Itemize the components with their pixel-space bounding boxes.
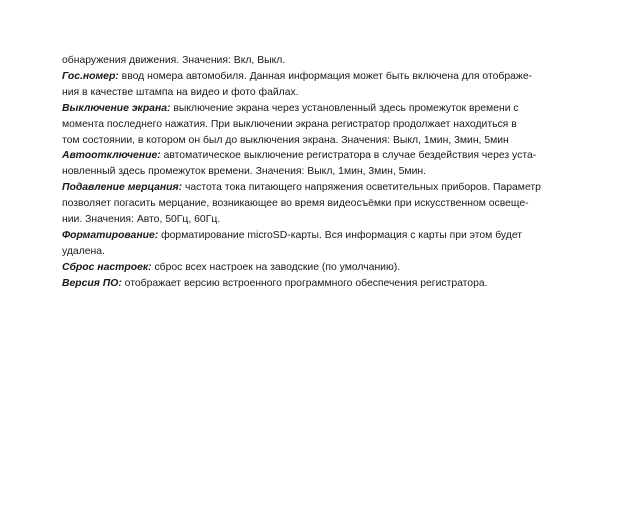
paragraph-line: автоматическое выключение регистратора в случае бездействия через уста- (160, 150, 537, 162)
paragraph-reset-settings (62, 260, 567, 276)
document-page (62, 53, 567, 292)
paragraph-line: сброс всех настроек на заводские (по умолчанию). (151, 261, 401, 273)
paragraph-screen-off (62, 101, 567, 149)
paragraph-line: момента последнего нажатия. При выключении экрана регистратор продолжает находиться в (62, 118, 517, 130)
paragraph-line: новленный здесь промежуток времени. Значения: Выкл, 1мин, 3мин, 5мин. (62, 166, 426, 178)
paragraph-line: ввод номера автомобиля. Данная информация может быть включена для отображе- (118, 70, 533, 82)
paragraph-line: удалена. (62, 245, 105, 257)
term-formatting: Форматирование: (62, 229, 159, 241)
paragraph-line: частота тока питающего напряжения осветительных приборов. Параметр (182, 182, 541, 194)
paragraph-line: позволяет погасить мерцание, возникающее во время видеосъёмки при искусственном освеще- (62, 198, 529, 210)
paragraph-line: форматирование microSD-карты. Вся информация с карты при этом будет (158, 229, 523, 241)
term-firmware-version: Версия ПО: (62, 277, 122, 289)
paragraph-formatting (62, 228, 567, 260)
paragraph-line: нии. Значения: Авто, 50Гц, 60Гц. (62, 214, 221, 226)
paragraph-line: выключение экрана через установленный здесь промежуток времени с (170, 102, 519, 114)
term-screen-off: Выключение экрана: (62, 102, 171, 114)
paragraph-flicker-suppression (62, 180, 567, 228)
paragraph-line: обнаружения движения. Значения: Вкл, Выкл. (62, 55, 286, 66)
paragraph-firmware-version (62, 276, 567, 292)
paragraph-motion-detection-end (62, 53, 567, 69)
term-flicker-suppression: Подавление мерцания: (62, 182, 183, 194)
term-license-plate: Гос.номер: (62, 70, 119, 82)
paragraph-line: отображает версию встроенного программного обеспечения регистратора. (121, 277, 488, 289)
paragraph-line: том состоянии, в котором он был до выключения экрана. Значения: Выкл, 1мин, 3мин, 5мин (62, 134, 509, 146)
term-auto-off: Автоотключение: (62, 150, 161, 162)
paragraph-auto-off (62, 148, 567, 180)
paragraph-license-plate (62, 69, 567, 101)
term-reset-settings: Сброс настроек: (62, 261, 152, 273)
paragraph-line: ния в качестве штампа на видео и фото файлах. (62, 86, 299, 98)
